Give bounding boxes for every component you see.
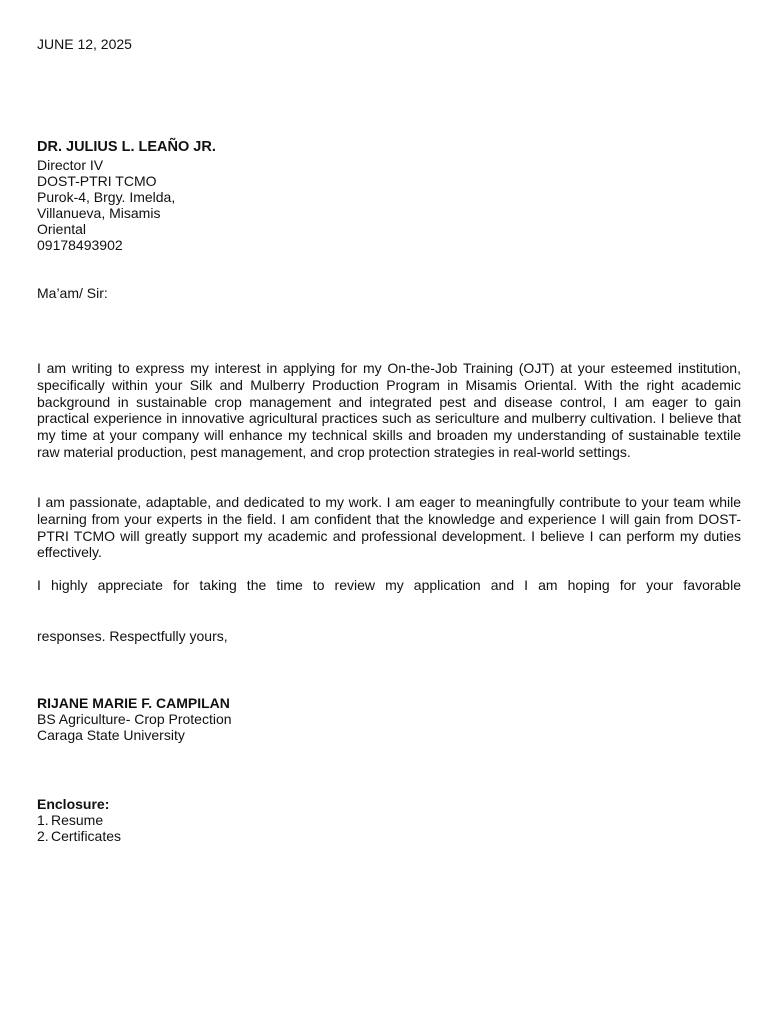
enclosure-item-number: 2. (37, 828, 49, 844)
sender-name: RIJANE MARIE F. CAMPILAN (37, 695, 230, 711)
enclosure-block (37, 796, 121, 844)
body-paragraph-3: I highly appreciate for taking the time to review my application and I am hoping for your favorable (37, 577, 741, 593)
sender-program: BS Agriculture- Crop Protection (37, 711, 232, 727)
enclosure-item-number: 1. (37, 812, 49, 828)
recipient-title: Director IV (37, 157, 104, 173)
sender-school: Caraga State University (37, 727, 185, 743)
recipient-organization: DOST-PTRI TCMO (37, 173, 157, 189)
enclosure-title: Enclosure: (37, 796, 110, 812)
enclosure-item-label: Certificates (51, 828, 122, 844)
enclosure-item (37, 828, 121, 844)
enclosure-item-label: Resume (51, 812, 104, 828)
salutation: Ma’am/ Sir: (37, 285, 108, 301)
recipient-address-line: Oriental (37, 221, 87, 237)
body-paragraph-1: I am writing to express my interest in applying for my On-the-Job Training (OJT) at your esteemed institution, specifically within your Silk and Mulberry Production Program in Misamis Oriental. With the right academic background in sustainable crop management and integrated pest and disease control, I am eager to gain practical experience in innovative agricultural practices such as sericulture and mulberry cultivation. I believe that my time at your company will enhance my technical skills and broaden my understanding of sustainable textile raw material production, pest management, and crop protection strategies in real-world settings. (37, 360, 741, 460)
body-paragraph-2: I am passionate, adaptable, and dedicated to my work. I am eager to meaningfully contribute to your team while learning from your experts in the field. I am confident that the knowledge and experience I will gain from DOST-PTRI TCMO will greatly support my academic and professional development. I believe I can perform my duties effectively. (37, 494, 741, 561)
recipient-phone: 09178493902 (37, 237, 123, 253)
recipient-name: DR. JULIUS L. LEAÑO JR. (37, 139, 216, 155)
recipient-address-line: Purok-4, Brgy. Imelda, (37, 189, 176, 205)
enclosure-item (37, 812, 121, 828)
sender-block (37, 695, 232, 743)
closing-line: responses. Respectfully yours, (37, 628, 228, 644)
letter-date: JUNE 12, 2025 (37, 36, 132, 52)
recipient-address-line: Villanueva, Misamis (37, 205, 161, 221)
recipient-block (37, 139, 216, 253)
enclosure-list (37, 812, 121, 844)
